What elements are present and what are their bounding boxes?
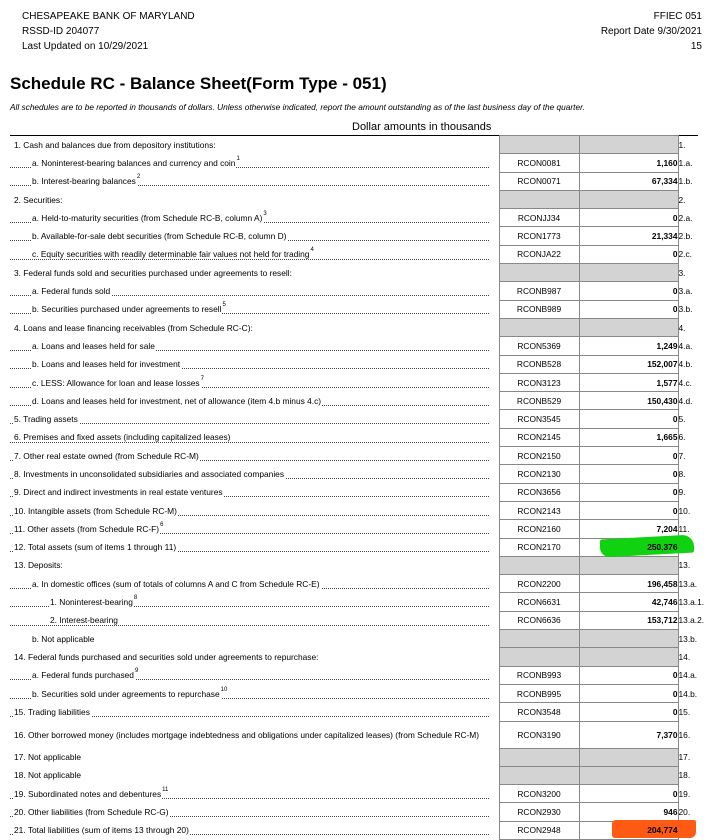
instructions: All schedules are to be reported in thousands of dollars. Unless otherwise indicated, report the amount outstanding as of the last business day of the quarter. (10, 102, 585, 112)
table-row (10, 282, 698, 300)
mdrm-code: RCON6636 (499, 611, 579, 629)
mdrm-code (499, 318, 579, 336)
mdrm-code: RCONB989 (499, 300, 579, 318)
amount-value (579, 227, 678, 245)
row-description (10, 630, 495, 648)
row-description (10, 428, 495, 446)
table-row (10, 172, 698, 190)
mdrm-code: RCON3656 (499, 483, 579, 501)
mdrm-code: RCON5369 (499, 337, 579, 355)
row-description (10, 748, 495, 766)
row-description (10, 520, 495, 538)
mdrm-code: RCON2930 (499, 803, 579, 821)
amount-text: 0 (672, 414, 678, 425)
table-row (10, 520, 698, 538)
item-reference: 4.c. (678, 377, 692, 388)
mdrm-code: RCONB529 (499, 392, 579, 410)
row-label: 15. Trading liabilities (14, 706, 90, 717)
row-description (10, 593, 495, 611)
row-label: c. Equity securities with readily determinable fair values not held for trading (32, 249, 310, 260)
item-reference: 13.a. (678, 578, 698, 589)
table-row (10, 648, 698, 666)
item-reference: 4. (678, 322, 686, 333)
row-label: 4. Loans and lease financing receivables (from Schedule RC-C): (14, 322, 253, 333)
table-row (10, 748, 698, 766)
row-label: 2. Securities: (14, 194, 63, 205)
page-number: 15 (690, 41, 702, 52)
row-label: b. Available-for-sale debt securities (from Schedule RC-B, column D) (32, 231, 287, 242)
row-label: a. Noninterest-bearing balances and currency and coin (32, 157, 236, 168)
footnote-ref: 2 (136, 174, 141, 181)
item-reference: 1.a. (678, 157, 693, 168)
row-label: a. Federal funds sold (32, 286, 111, 297)
amounts-header: Dollar amounts in thousands (352, 121, 492, 133)
balance-sheet-rows (10, 136, 705, 840)
mdrm-code: RCON3123 (499, 373, 579, 391)
row-label: 11. Other assets (from Schedule RC-F) (14, 523, 160, 534)
row-description (10, 803, 495, 821)
row-description (10, 190, 495, 208)
table-row (10, 556, 698, 574)
amount-text: 0 (672, 304, 678, 315)
mdrm-code (499, 630, 579, 648)
footnote-ref: 5 (222, 302, 226, 309)
table-row (10, 703, 698, 721)
row-description (10, 821, 495, 839)
row-label: 18. Not applicable (14, 770, 82, 781)
item-reference: 4.d. (678, 395, 693, 406)
amount-value (579, 748, 678, 766)
report-date: Report Date 9/30/2021 (600, 26, 702, 37)
mdrm-code: RCONJJ34 (499, 209, 579, 227)
item-reference: 3.a. (678, 286, 693, 297)
amount-text: 7,204 (656, 523, 678, 534)
amount-text: 0 (672, 212, 678, 223)
row-label: a. Federal funds purchased (32, 670, 134, 681)
mdrm-code (499, 136, 579, 154)
amount-value (579, 172, 678, 190)
amount-value (579, 264, 678, 282)
footnote-ref: 4 (310, 247, 314, 254)
amount-value (579, 318, 678, 336)
row-label: b. Securities sold under agreements to repurchase (32, 688, 220, 699)
mdrm-code: RCON2143 (499, 501, 579, 519)
table-row (10, 766, 698, 784)
amount-value (579, 447, 678, 465)
amount-value (579, 821, 678, 839)
mdrm-code: RCONB993 (499, 666, 579, 684)
amount-value (579, 428, 678, 446)
table-row (10, 785, 698, 803)
item-reference: 20. (678, 807, 691, 818)
row-description (10, 684, 495, 702)
amount-value (579, 209, 678, 227)
item-reference: 16. (678, 729, 691, 740)
row-description (10, 666, 495, 684)
amount-text: 152,007 (647, 359, 678, 370)
mdrm-code: RCON0081 (499, 154, 579, 172)
amount-value (579, 630, 678, 648)
row-description (10, 264, 495, 282)
row-label: 5. Trading assets (14, 414, 78, 425)
mdrm-code: RCON0071 (499, 172, 579, 190)
amount-value (579, 556, 678, 574)
table-row (10, 209, 698, 227)
table-row (10, 136, 698, 154)
amount-value (579, 355, 678, 373)
mdrm-code: RCON3190 (499, 721, 579, 748)
row-label: a. Loans and leases held for sale (32, 340, 155, 351)
table-row (10, 245, 698, 263)
item-reference: 18. (678, 770, 691, 781)
footnote-ref: 6 (160, 521, 164, 528)
item-reference: 13.b. (678, 633, 698, 644)
table-row (10, 300, 698, 318)
item-reference: 10. (678, 505, 691, 516)
amount-value (579, 373, 678, 391)
amount-value (579, 337, 678, 355)
row-description (10, 538, 495, 556)
amount-value (579, 190, 678, 208)
mdrm-code: RCON2948 (499, 821, 579, 839)
form-number: FFIEC 051 (653, 11, 702, 22)
row-label: 10. Intangible assets (from Schedule RC-M) (14, 505, 177, 516)
row-description (10, 337, 495, 355)
item-reference: 4.b. (678, 359, 693, 370)
amount-text: 0 (672, 706, 678, 717)
amount-text: 1,160 (656, 157, 678, 168)
row-label: 1. Cash and balances due from depository institutions: (14, 139, 216, 150)
table-row (10, 392, 698, 410)
row-description (10, 209, 495, 227)
table-row (10, 428, 698, 446)
report-info (601, 9, 702, 54)
mdrm-code (499, 264, 579, 282)
table-row (10, 227, 698, 245)
table-row (10, 593, 698, 611)
rssd-id: RSSD-ID 204077 (22, 26, 100, 37)
amount-text: 21,334 (651, 231, 678, 242)
amount-value (579, 684, 678, 702)
row-description (10, 410, 495, 428)
row-label: 21. Total liabilities (sum of items 13 through 20) (14, 825, 189, 836)
row-description (10, 245, 495, 263)
row-label: 20. Other liabilities (from Schedule RC-G) (14, 807, 169, 818)
item-reference: 13.a.1. (678, 597, 705, 608)
item-reference: 2.c. (678, 249, 692, 260)
row-label: b. Interest-bearing balances (32, 176, 136, 187)
amount-text: 67,334 (651, 176, 678, 187)
item-reference: 13.a.2. (678, 615, 705, 626)
row-description (10, 556, 495, 574)
row-description (10, 392, 495, 410)
row-label: 6. Premises and fixed assets (including capitalized leases) (14, 432, 231, 443)
row-description (10, 227, 495, 245)
amount-value (579, 483, 678, 501)
row-description (10, 136, 495, 154)
mdrm-code (499, 190, 579, 208)
row-label: a. In domestic offices (sum of totals of columns A and C from Schedule RC-E) (32, 578, 320, 589)
table-row (10, 501, 698, 519)
mdrm-code: RCON6631 (499, 593, 579, 611)
table-row (10, 337, 698, 355)
item-reference: 6. (678, 432, 686, 443)
amount-value (579, 766, 678, 784)
row-label: 14. Federal funds purchased and securities sold under agreements to repurchase: (14, 651, 319, 662)
row-description (10, 300, 495, 318)
amount-value (579, 501, 678, 519)
row-description (10, 703, 495, 721)
mdrm-code (499, 556, 579, 574)
row-description (10, 355, 495, 373)
amount-value (579, 465, 678, 483)
table-row (10, 373, 698, 391)
row-label: 8. Investments in unconsolidated subsidiaries and associated companies (14, 468, 285, 479)
row-label: a. Held-to-maturity securities (from Schedule RC-B, column A) (32, 212, 263, 223)
row-label: 13. Deposits: (14, 560, 63, 571)
table-row (10, 575, 698, 593)
dot-leader (10, 423, 489, 424)
row-label: 1. Noninterest-bearing (50, 597, 133, 608)
amount-text: 1,665 (656, 432, 678, 443)
row-label: 3. Federal funds sold and securities purchased under agreements to resell: (14, 267, 292, 278)
amount-text: 0 (672, 286, 678, 297)
amount-value (579, 593, 678, 611)
mdrm-code: RCONJA22 (499, 245, 579, 263)
table-row (10, 803, 698, 821)
row-label: 9. Direct and indirect investments in real estate ventures (14, 487, 223, 498)
amount-value (579, 721, 678, 748)
amount-text: 250,376 (647, 542, 678, 553)
amount-value (579, 648, 678, 666)
amount-text: 0 (672, 505, 678, 516)
row-description (10, 721, 495, 748)
amount-text: 196,458 (647, 578, 678, 589)
mdrm-code (499, 766, 579, 784)
row-description (10, 172, 495, 190)
row-label: b. Securities purchased under agreements to resell (32, 304, 222, 315)
item-reference: 4.a. (678, 340, 693, 351)
table-row (10, 611, 698, 629)
table-row (10, 264, 698, 282)
row-label: 19. Subordinated notes and debentures (14, 788, 162, 799)
row-description (10, 611, 495, 629)
row-label: 16. Other borrowed money (includes mortgage indebtedness and obligations under capitalized leases) (from Schedule RC-M) (14, 729, 480, 740)
table-row (10, 447, 698, 465)
footnote-ref: 11 (162, 786, 169, 793)
row-label: b. Not applicable (32, 633, 95, 644)
item-reference: 14.b. (678, 688, 698, 699)
row-description (10, 447, 495, 465)
amount-text: 0 (672, 249, 678, 260)
mdrm-code (499, 748, 579, 766)
mdrm-code: RCONB995 (499, 684, 579, 702)
amount-text: 0 (672, 788, 678, 799)
row-description (10, 483, 495, 501)
amount-value (579, 785, 678, 803)
row-description (10, 373, 495, 391)
table-row (10, 355, 698, 373)
amount-text: 946 (663, 807, 678, 818)
row-description (10, 766, 495, 784)
mdrm-code: RCON2160 (499, 520, 579, 538)
item-reference: 1.b. (678, 176, 693, 187)
row-label: 17. Not applicable (14, 752, 82, 763)
mdrm-code: RCON2150 (499, 447, 579, 465)
item-reference: 9. (678, 487, 686, 498)
amount-value (579, 154, 678, 172)
item-reference: 3. (678, 267, 686, 278)
amount-value (579, 300, 678, 318)
row-label: c. LESS: Allowance for loan and lease losses (32, 377, 200, 388)
amount-text: 204,774 (647, 825, 678, 836)
bank-name: CHESAPEAKE BANK OF MARYLAND (22, 11, 195, 22)
amount-value (579, 538, 678, 556)
item-reference: 15. (678, 706, 691, 717)
table-row (10, 410, 698, 428)
table-row (10, 721, 698, 748)
footnote-ref: 1 (236, 155, 240, 162)
amount-value (579, 666, 678, 684)
mdrm-code: RCON2130 (499, 465, 579, 483)
footnote-ref: 7 (200, 375, 204, 382)
amount-text: 1,577 (656, 377, 678, 388)
table-row (10, 154, 698, 172)
table-row (10, 821, 698, 839)
item-reference: 2.a. (678, 212, 693, 223)
mdrm-code: RCONB528 (499, 355, 579, 373)
table-row (10, 630, 698, 648)
amount-text: 0 (672, 468, 678, 479)
amount-value (579, 245, 678, 263)
item-reference: 8. (678, 468, 686, 479)
bank-info (22, 9, 195, 54)
row-description (10, 501, 495, 519)
table-row (10, 538, 698, 556)
amount-text: 42,746 (651, 597, 678, 608)
item-reference: 17. (678, 752, 691, 763)
mdrm-code: RCON1773 (499, 227, 579, 245)
row-description (10, 282, 495, 300)
amount-value (579, 703, 678, 721)
row-description (10, 318, 495, 336)
item-reference: 14.a. (678, 670, 698, 681)
amount-value (579, 803, 678, 821)
footnote-ref: 8 (133, 595, 138, 602)
mdrm-code: RCON2170 (499, 538, 579, 556)
mdrm-code: RCON2200 (499, 575, 579, 593)
balance-sheet-table (10, 135, 705, 840)
amount-text: 150,430 (647, 395, 678, 406)
item-reference: 13. (678, 560, 691, 571)
item-reference: 5. (678, 414, 686, 425)
item-reference: 11. (678, 523, 690, 534)
mdrm-code: RCON3200 (499, 785, 579, 803)
mdrm-code: RCONB987 (499, 282, 579, 300)
amount-value (579, 575, 678, 593)
table-row (10, 684, 698, 702)
row-description (10, 154, 495, 172)
table-row (10, 483, 698, 501)
amount-text: 0 (672, 670, 678, 681)
amount-value (579, 611, 678, 629)
amount-value (579, 392, 678, 410)
row-label: d. Loans and leases held for investment, net of allowance (item 4.b minus 4.c) (32, 395, 322, 406)
amount-value (579, 136, 678, 154)
item-reference: 1. (678, 139, 686, 150)
amount-text: 0 (672, 487, 678, 498)
mdrm-code (499, 648, 579, 666)
amount-value (579, 282, 678, 300)
row-label: 2. Interest-bearing (50, 615, 118, 626)
row-label: 12. Total assets (sum of items 1 through 11) (14, 542, 177, 553)
item-reference: 7. (678, 450, 686, 461)
amount-text: 1,249 (656, 340, 678, 351)
last-updated: Last Updated on 10/29/2021 (22, 41, 149, 52)
row-label: b. Loans and leases held for investment (32, 359, 181, 370)
page-title: Schedule RC - Balance Sheet(Form Type - 051) (10, 74, 387, 93)
row-description (10, 648, 495, 666)
footnote-ref: 3 (263, 210, 267, 217)
footnote-ref: 10 (220, 686, 228, 693)
amount-text: 7,370 (656, 729, 678, 740)
row-description (10, 465, 495, 483)
amount-value (579, 410, 678, 428)
row-description (10, 785, 495, 803)
item-reference: 14. (678, 651, 691, 662)
mdrm-code: RCON2145 (499, 428, 579, 446)
amount-text: 153,712 (647, 615, 678, 626)
item-reference: 2.b. (678, 231, 693, 242)
mdrm-code: RCON3545 (499, 410, 579, 428)
row-description (10, 575, 495, 593)
item-reference: 3.b. (678, 304, 693, 315)
table-row (10, 190, 698, 208)
table-row (10, 666, 698, 684)
item-reference: 19. (678, 788, 691, 799)
amount-text: 0 (672, 688, 678, 699)
item-reference: 2. (678, 194, 686, 205)
table-row (10, 318, 698, 336)
footnote-ref: 9 (134, 668, 139, 675)
table-row (10, 465, 698, 483)
mdrm-code: RCON3548 (499, 703, 579, 721)
row-label: 7. Other real estate owned (from Schedule RC-M) (14, 450, 199, 461)
amount-text: 0 (672, 450, 678, 461)
